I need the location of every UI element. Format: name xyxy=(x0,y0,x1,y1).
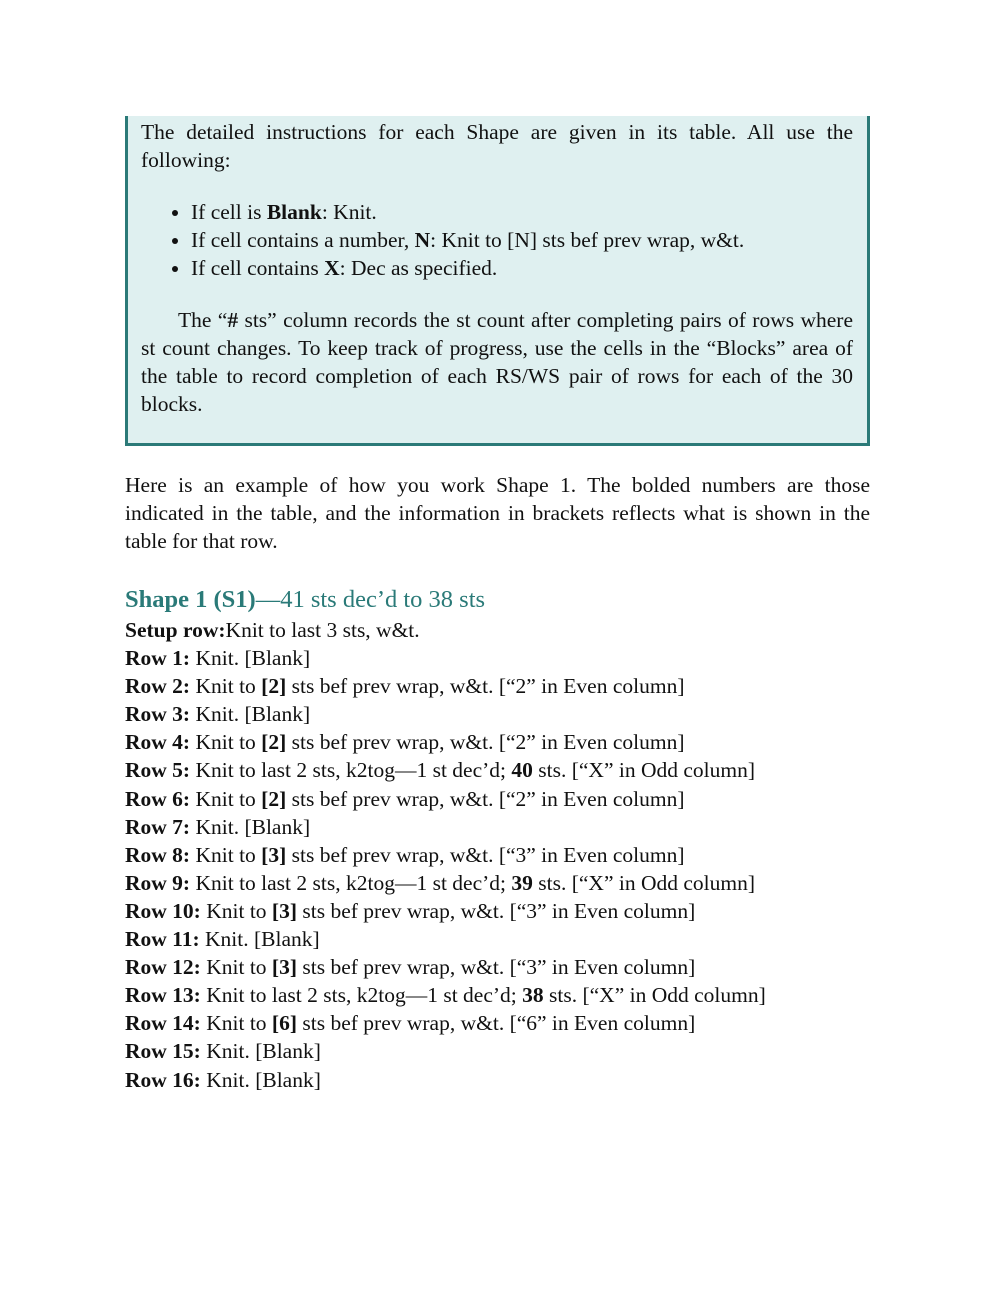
row-text: Knit to xyxy=(190,786,262,811)
row-text: Knit to xyxy=(200,898,272,923)
row-label: Row 6: xyxy=(125,786,191,811)
row-text: sts. [“X” in Odd column] xyxy=(532,758,756,783)
row-text: Knit to xyxy=(190,842,262,867)
shape-heading-subtitle: —41 sts dec’d to 38 sts xyxy=(255,586,486,613)
row-label: Row 4: xyxy=(125,730,191,755)
row-text: sts bef prev wrap, w&t. [“2” in Even column] xyxy=(286,730,685,755)
row-instruction xyxy=(125,1037,885,1065)
bullet-bold-term: Blank xyxy=(266,200,322,224)
row-text: sts. [“X” in Odd column] xyxy=(532,870,756,895)
row-instruction xyxy=(125,728,885,756)
row-bold-number: 39 xyxy=(511,870,533,895)
row-text: Knit. [Blank] xyxy=(200,1067,321,1092)
row-label: Setup row: xyxy=(125,618,226,642)
row-bold-number: [2] xyxy=(261,786,287,811)
row-instruction xyxy=(125,869,885,897)
row-text: Knit. [Blank] xyxy=(199,927,320,952)
row-instruction xyxy=(125,616,885,644)
row-label: Row 10: xyxy=(125,898,201,923)
bullet-bold-term: X xyxy=(324,256,340,280)
row-text: Knit to last 2 sts, k2tog—1 st dec’d; xyxy=(190,870,512,895)
row-text: sts bef prev wrap, w&t. [“3” in Even column] xyxy=(297,898,696,923)
para-bold-term: # xyxy=(227,308,239,332)
row-text: Knit. [Blank] xyxy=(190,702,311,727)
bullet-text: : Dec as specified. xyxy=(339,256,498,280)
row-label: Row 13: xyxy=(125,983,201,1008)
row-instruction xyxy=(125,700,885,728)
shape-heading xyxy=(125,584,485,616)
row-text: sts bef prev wrap, w&t. [“3” in Even column] xyxy=(286,842,685,867)
row-instruction xyxy=(125,1009,885,1037)
shape-heading-title: Shape 1 (S1) xyxy=(125,586,256,613)
row-text: sts bef prev wrap, w&t. [“2” in Even column] xyxy=(286,674,685,699)
row-text: Knit. [Blank] xyxy=(190,646,311,671)
row-label: Row 2: xyxy=(125,674,191,699)
row-instruction xyxy=(125,897,885,925)
row-bold-number: 40 xyxy=(511,758,533,783)
row-instruction xyxy=(125,981,885,1009)
row-label: Row 15: xyxy=(125,1039,201,1064)
row-label: Row 9: xyxy=(125,870,191,895)
note-bullet-x xyxy=(191,254,853,282)
row-label: Row 8: xyxy=(125,842,191,867)
row-label: Row 1: xyxy=(125,646,191,671)
row-label: Row 14: xyxy=(125,1011,201,1036)
note-bullet-number xyxy=(191,226,853,254)
row-text: Knit to last 3 sts, w&t. xyxy=(225,618,420,642)
row-label: Row 5: xyxy=(125,758,191,783)
row-text: sts. [“X” in Odd column] xyxy=(543,983,766,1008)
row-instruction xyxy=(125,672,885,700)
bullet-text: If cell contains a number, xyxy=(191,228,415,252)
para-text: The “ xyxy=(178,308,228,332)
row-bold-number: [2] xyxy=(261,730,287,755)
row-bold-number: 38 xyxy=(522,983,544,1008)
row-label: Row 16: xyxy=(125,1067,201,1092)
note-sts-column-text xyxy=(141,306,853,418)
row-text: Knit. [Blank] xyxy=(190,814,311,839)
row-bold-number: [2] xyxy=(261,674,287,699)
row-text: sts bef prev wrap, w&t. [“2” in Even column] xyxy=(286,786,685,811)
row-text: Knit. [Blank] xyxy=(200,1039,321,1064)
row-instruction xyxy=(125,925,885,953)
row-text: Knit to last 2 sts, k2tog—1 st dec’d; xyxy=(200,983,523,1008)
bullet-text: If cell contains xyxy=(191,256,325,280)
row-bold-number: [3] xyxy=(261,842,287,867)
row-label: Row 3: xyxy=(125,702,191,727)
bullet-text: : Knit to [N] sts bef prev wrap, w&t. xyxy=(430,228,745,252)
note-bullet-blank xyxy=(191,198,853,226)
row-instruction xyxy=(125,644,885,672)
para-text: sts” column records the st count after completing pairs of rows where st count changes. To keep track of progress, use the cells in the “Blocks” area of the table to record completion of each RS/WS pair of rows for each of the 30 blocks. xyxy=(141,308,853,416)
row-text: sts bef prev wrap, w&t. [“6” in Even column] xyxy=(297,1011,696,1036)
note-intro-text: The detailed instructions for each Shape are given in its table. All use the following: xyxy=(141,120,853,172)
row-text: sts bef prev wrap, w&t. [“3” in Even column] xyxy=(297,955,696,980)
row-text: Knit to xyxy=(190,730,262,755)
example-intro-paragraph: Here is an example of how you work Shape 1. The bolded numbers are those indicated in the table, and the information in brackets reflects what is shown in the table for that row. xyxy=(125,473,870,553)
row-instruction xyxy=(125,841,885,869)
row-bold-number: [3] xyxy=(271,955,297,980)
row-label: Row 7: xyxy=(125,814,191,839)
row-label: Row 12: xyxy=(125,955,201,980)
row-label: Row 11: xyxy=(125,927,200,952)
row-instructions-list xyxy=(125,616,885,1094)
note-bullet-list xyxy=(141,198,853,282)
bullet-text: : Knit. xyxy=(321,200,377,224)
row-text: Knit to last 2 sts, k2tog—1 st dec’d; xyxy=(190,758,512,783)
row-instruction xyxy=(125,953,885,981)
row-instruction xyxy=(125,756,885,784)
row-instruction xyxy=(125,785,885,813)
bullet-text: If cell is xyxy=(191,200,267,224)
row-bold-number: [6] xyxy=(271,1011,297,1036)
row-instruction xyxy=(125,1066,885,1094)
instructions-note-box xyxy=(125,116,870,446)
bullet-bold-term: N xyxy=(414,228,431,252)
row-bold-number: [3] xyxy=(271,898,297,923)
row-text: Knit to xyxy=(200,1011,272,1036)
row-text: Knit to xyxy=(200,955,272,980)
row-text: Knit to xyxy=(190,674,262,699)
row-instruction xyxy=(125,813,885,841)
